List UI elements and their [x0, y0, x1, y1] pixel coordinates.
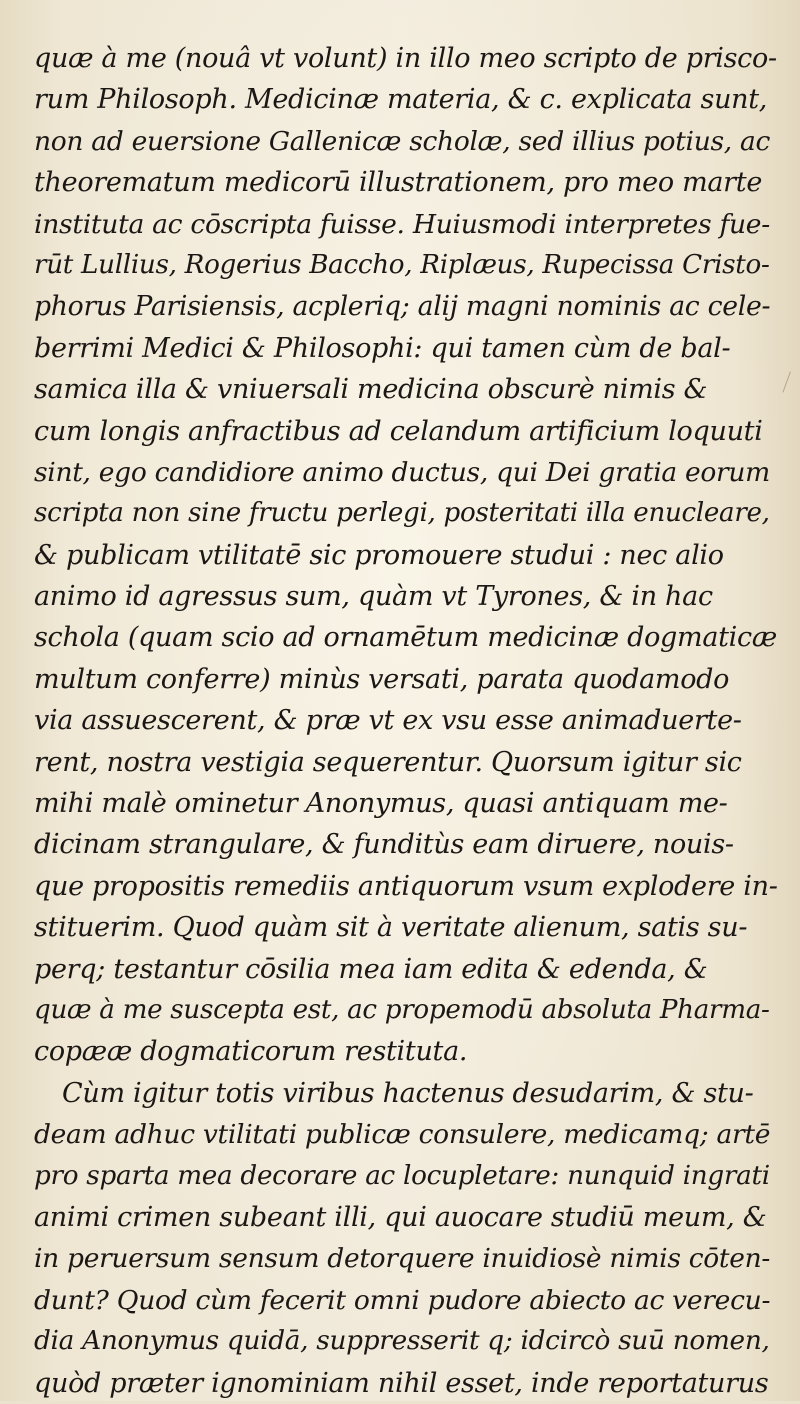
text-line: via assuescerent, & præ vt ex vsu esse animaduerte-	[34, 705, 742, 737]
text-line: phorus Parisiensis, acpleriq; alij magni nominis ac cele-	[34, 291, 771, 323]
text-line: theorematum medicorū illustrationem, pro meo marte	[34, 167, 763, 199]
text-line: scripta non sine fructu perlegi, posteritati illa enucleare,	[34, 498, 770, 529]
text-line: quæ à me suscepta est, ac propemodū absoluta Pharma-	[34, 994, 770, 1025]
text-line: dunt? Quod cùm fecerit omni pudore abiecto ac verecu-	[34, 1284, 771, 1316]
text-line: multum conferre) minùs versati, parata quodamodo	[34, 663, 730, 695]
text-line: non ad euersione Gallenicæ scholæ, sed illius potius, ac	[34, 125, 771, 157]
text-line: copææ dogmaticorum restituta.	[34, 1036, 468, 1068]
text-line: sint, ego candidiore animo ductus, qui Dei gratia eorum	[34, 456, 770, 488]
text-line: animo id agressus sum, quàm vt Tyrones, & in hac	[34, 581, 713, 613]
text-line: quæ à me (nouâ vt volunt) in illo meo scripto de prisco-	[34, 43, 777, 74]
text-line: deam adhuc vtilitati publicæ consulere, medicamq; artē	[34, 1119, 771, 1151]
body-text	[34, 38, 778, 1404]
text-line: instituta ac cōscripta fuisse. Huiusmodi interpretes fue-	[34, 208, 770, 240]
text-line: animi crimen subeant illi, qui auocare studiū meum, &	[34, 1201, 767, 1233]
text-line: samica illa & vniuersali medicina obscurè nimis &	[34, 374, 708, 406]
text-line: quòd præter ignominiam nihil esset, inde reportaturus	[34, 1367, 769, 1399]
text-line: que propositis remediis antiquorum vsum explodere in-	[34, 870, 778, 902]
text-line: & publicam vtilitatē sic promouere studui : nec alio	[34, 539, 724, 571]
text-line: perq; testantur cōsilia mea iam edita & edenda, &	[34, 953, 708, 985]
margin-mark	[782, 371, 796, 394]
text-line: rum Philosoph. Medicinæ materia, & c. explicata sunt,	[34, 84, 768, 116]
text-line: dicinam strangulare, & funditùs eam diruere, nouis-	[34, 829, 734, 861]
text-line: mihi malè ominetur Anonymus, quasi antiquam me-	[34, 788, 728, 820]
text-line: schola (quam scio ad ornamētum medicinæ dogmaticæ	[34, 622, 777, 654]
text-line: rūt Lullius, Rogerius Baccho, Riplæus, Rupecissa Cristo-	[34, 249, 770, 280]
text-line: berrimi Medici & Philosophi: qui tamen cùm de bal-	[34, 332, 731, 364]
text-line: stituerim. Quod quàm sit à veritate alienum, satis su-	[34, 912, 748, 944]
text-line: in peruersum sensum detorquere inuidiosè nimis cōten-	[34, 1243, 771, 1275]
text-line: rent, nostra vestigia sequerentur. Quorsum igitur sic	[34, 746, 742, 778]
text-line: Cùm igitur totis viribus hactenus desudarim, & stu-	[62, 1077, 754, 1109]
text-line: cum longis anfractibus ad celandum artificium loquuti	[34, 415, 763, 447]
text-line: dia Anonymus quidā, suppresserit q; idcircò suū nomen,	[34, 1326, 770, 1357]
text-line: pro sparta mea decorare ac locupletare: nunquid ingrati	[34, 1160, 770, 1191]
